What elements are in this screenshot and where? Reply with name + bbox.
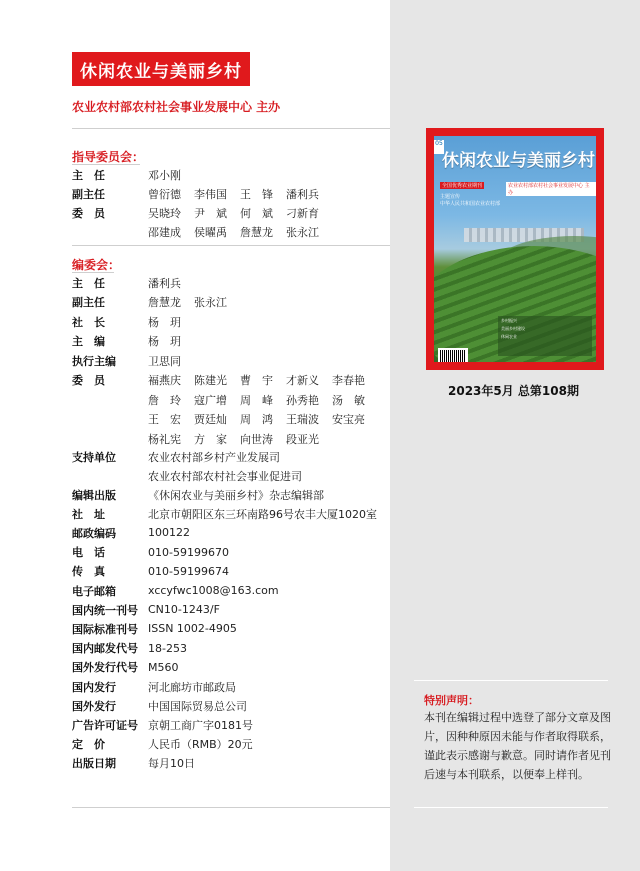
- info-label: 国内统一刊号: [72, 603, 138, 617]
- committee-row: [72, 222, 332, 241]
- info-row: [72, 523, 190, 542]
- cover-box-line: 休闲农业: [501, 334, 517, 339]
- person-name: 刁新育: [286, 206, 319, 220]
- person-name: 周 峰: [240, 393, 273, 407]
- divider: [414, 680, 608, 681]
- person-name: 尹 斌: [194, 206, 227, 220]
- info-label: 出版日期: [72, 757, 116, 771]
- support-label: 支持单位: [72, 450, 116, 464]
- committee-row: [72, 351, 194, 370]
- person-name: 贾廷灿: [194, 413, 227, 426]
- support-line: 农业农村部农村社会事业促进司: [148, 469, 302, 483]
- info-label: 传 真: [72, 565, 105, 579]
- sponsor-line: 农业农村部农村社会事业发展中心 主办: [72, 100, 281, 114]
- name-list: [148, 314, 194, 330]
- person-name: 何 斌: [240, 206, 273, 220]
- committee-row: [72, 165, 194, 184]
- person-name: 张永江: [194, 296, 227, 309]
- name-list: [148, 431, 332, 447]
- info-value: ISSN 1002-4905: [148, 622, 237, 636]
- info-value: 京朝工商广字0181号: [148, 718, 253, 732]
- name-list: [148, 224, 332, 240]
- info-value: CN10-1243/F: [148, 603, 220, 617]
- committee-row: [72, 184, 332, 203]
- name-list: [148, 353, 194, 369]
- cover-headlines: [440, 194, 500, 208]
- cover-tag-left: 全国优秀农业期刊: [442, 183, 483, 189]
- person-name: 杨礼宪: [148, 432, 181, 446]
- person-name: 褔燕庆: [148, 374, 181, 387]
- committee-row: [72, 429, 332, 448]
- name-list: [148, 372, 378, 388]
- info-label: 定 价: [72, 738, 105, 752]
- person-name: 孙秀艳: [286, 393, 319, 407]
- committee-row: [72, 203, 332, 222]
- person-name: 潘利兵: [148, 276, 181, 290]
- person-name: 詹 玲: [148, 393, 181, 407]
- cover-box-line: 美丽乡村建设: [501, 326, 525, 331]
- info-row: [72, 504, 377, 523]
- info-label: 国内邮发代号: [72, 642, 138, 656]
- person-name: 潘利兵: [286, 187, 319, 201]
- name-list: [148, 186, 332, 202]
- info-label: 电 话: [72, 546, 105, 560]
- cover-box-line: 乡村振兴: [501, 318, 517, 323]
- name-list: [148, 205, 332, 221]
- name-list: [148, 392, 378, 408]
- info-label: 广告许可证号: [72, 718, 138, 732]
- person-name: 王 锋: [240, 187, 273, 201]
- editorial-heading: 编委会：: [72, 258, 121, 272]
- guide-heading: 指导委员会：: [72, 150, 145, 164]
- person-name: 安宝亮: [332, 413, 365, 426]
- person-name: 曹 宇: [240, 374, 273, 387]
- committee-row: [72, 273, 194, 292]
- name-list: [148, 333, 194, 349]
- info-row: [72, 658, 179, 677]
- person-name: 王瑞波: [286, 413, 319, 426]
- committee-row: [72, 332, 194, 351]
- info-value: 18-253: [148, 641, 187, 655]
- info-label: 国际标准刊号: [72, 622, 138, 636]
- cover-headline: 中华人民共和国农业农村部: [440, 201, 501, 207]
- info-row: [72, 581, 279, 600]
- person-name: 邵建成: [148, 225, 181, 239]
- cover-headline: 主题宣传: [440, 194, 461, 200]
- person-name: 寇广增: [194, 393, 227, 407]
- person-name: 曾衍德: [148, 187, 181, 201]
- person-name: 段亚光: [286, 432, 319, 446]
- person-name: 向世涛: [240, 432, 273, 446]
- row-label: 主 任: [72, 276, 105, 290]
- person-name: 周 鸿: [240, 413, 273, 426]
- cover-title: 休闲农业与美丽乡村: [442, 151, 595, 171]
- info-row: [72, 600, 220, 619]
- info-value: 《休闲农业与美丽乡村》杂志编辑部: [148, 488, 324, 502]
- person-name: 詹慧龙: [240, 225, 273, 239]
- info-label: 国外发行代号: [72, 661, 138, 675]
- name-list: [148, 411, 378, 427]
- divider: [72, 245, 390, 246]
- person-name: 李春艳: [332, 374, 365, 387]
- barcode-icon: [438, 348, 468, 362]
- support-row: [72, 447, 280, 466]
- info-label: 社 址: [72, 507, 105, 521]
- row-label: 执行主编: [72, 354, 116, 368]
- person-name: 卫思同: [148, 354, 181, 368]
- name-list: [148, 294, 240, 310]
- notice-text: 本刊在编辑过程中选登了部分文章及图片，因种种原因未能与作者取得联系，谨此表示感谢与歉意。同时请作者见刊后速与本刊联系，以便奉上样刊。: [424, 711, 611, 781]
- info-value: 010-59199674: [148, 564, 229, 578]
- support-line: 农业农村部乡村产业发展司: [148, 450, 280, 464]
- row-label: 主 编: [72, 335, 105, 348]
- person-name: 李伟国: [194, 187, 227, 201]
- info-label: 编辑出版: [72, 488, 116, 502]
- name-list: [148, 167, 194, 183]
- person-name: 侯曜禹: [194, 225, 227, 239]
- person-name: 杨 玥: [148, 315, 181, 329]
- cover-issue-tag: 05: [434, 140, 444, 154]
- info-value: 人民币（RMB）20元: [148, 738, 253, 752]
- person-name: 才新义: [286, 374, 319, 387]
- row-label: 社 长: [72, 315, 105, 329]
- info-label: 国外发行: [72, 699, 116, 713]
- info-label: 电子邮箱: [72, 584, 116, 598]
- committee-row: [72, 293, 240, 312]
- divider: [72, 128, 390, 129]
- support-row: [72, 466, 302, 485]
- info-row: [72, 543, 229, 562]
- row-label: 委 员: [72, 206, 105, 220]
- magazine-title: 休闲农业与美丽乡村: [72, 52, 250, 86]
- person-name: 邓小刚: [148, 168, 181, 182]
- info-row: [72, 754, 195, 773]
- divider: [72, 807, 390, 808]
- info-row: [72, 619, 237, 638]
- divider: [414, 807, 608, 808]
- cover-photo: [434, 136, 596, 362]
- cover-contents-box: [498, 316, 592, 356]
- cover-tag-right: 农业农村部农村社会事业发展中心 主办: [506, 182, 596, 196]
- committee-row: [72, 371, 378, 390]
- name-list: [148, 275, 194, 291]
- row-label: 副主任: [72, 296, 105, 309]
- person-name: 陈建光: [194, 374, 227, 387]
- notice-title: 特别声明：: [424, 694, 479, 707]
- info-row: [72, 485, 324, 504]
- person-name: 吴晓玲: [148, 206, 181, 220]
- info-value: xccyfwc1008@163.com: [148, 584, 279, 597]
- info-row: [72, 677, 236, 696]
- info-row: [72, 735, 253, 754]
- info-value: 中国国际贸易总公司: [148, 699, 247, 713]
- info-value: 100122: [148, 526, 190, 540]
- person-name: 汤 敏: [332, 393, 365, 407]
- row-label: 委 员: [72, 374, 105, 387]
- person-name: 王 宏: [148, 413, 181, 426]
- person-name: 方 家: [194, 432, 227, 446]
- info-value: M560: [148, 660, 179, 674]
- info-label: 国内发行: [72, 680, 116, 694]
- info-row: [72, 639, 187, 658]
- info-value: 010-59199670: [148, 545, 229, 559]
- info-row: [72, 715, 253, 734]
- person-name: 杨 玥: [148, 335, 181, 348]
- person-name: 詹慧龙: [148, 296, 181, 309]
- cover-image: [426, 128, 604, 370]
- info-row: [72, 562, 229, 581]
- info-label: 邮政编码: [72, 526, 116, 540]
- person-name: 张永江: [286, 225, 319, 239]
- row-label: 副主任: [72, 187, 105, 201]
- committee-row: [72, 312, 194, 331]
- issue-info: 2023年5月 总第108期: [448, 384, 579, 398]
- row-label: 主 任: [72, 168, 105, 182]
- info-row: [72, 696, 247, 715]
- info-value: 河北廊坊市邮政局: [148, 680, 236, 694]
- committee-row: [72, 390, 378, 409]
- info-value: 每月10日: [148, 757, 195, 771]
- committee-row: [72, 410, 378, 429]
- info-value: 北京市朝阳区东三环南路96号农丰大厦1020室: [148, 507, 377, 521]
